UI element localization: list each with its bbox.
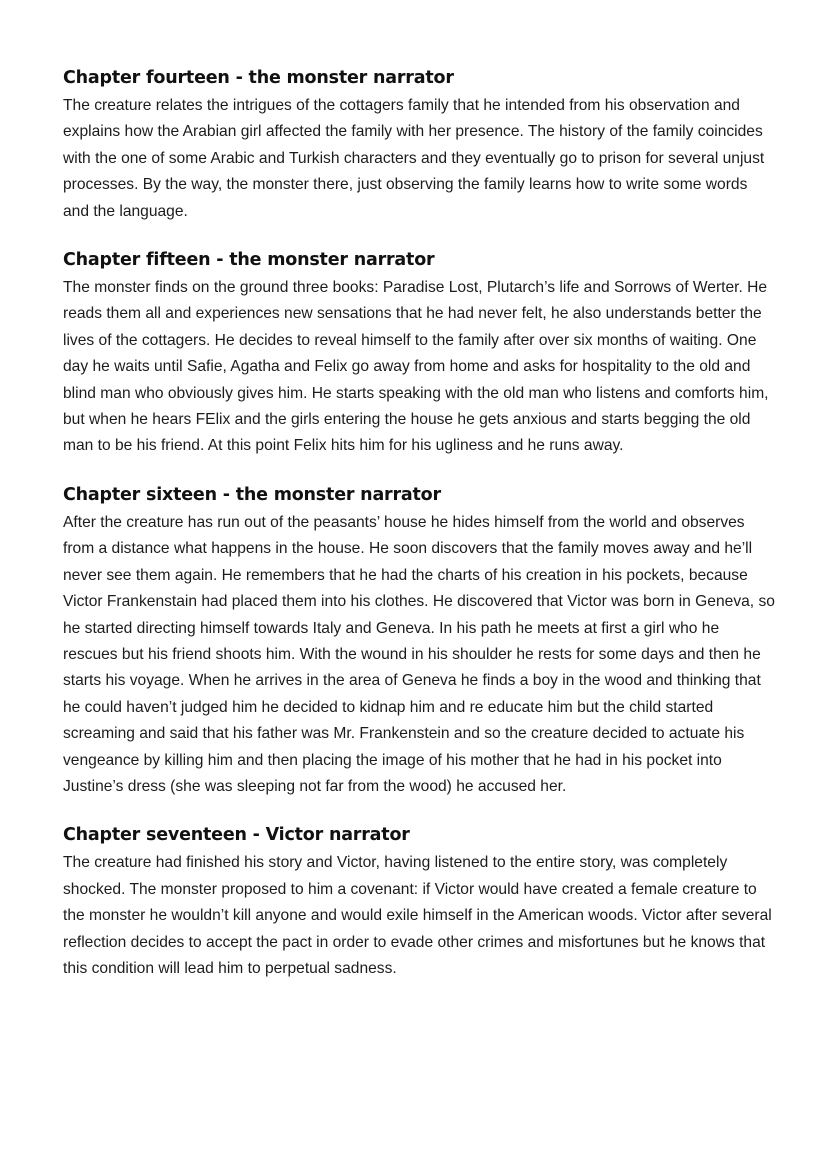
chapter-seventeen-heading: Chapter seventeen - Victor narrator [63, 825, 410, 846]
chapter-fifteen-heading: Chapter fifteen - the monster narrator [63, 250, 435, 271]
chapter-seventeen-text: The creature had finished his story and Victor, having listened to the entire story, was completely shocked. The monster proposed to him a covenant: if Victor would have created a female creature to the monster he wouldn’t kill anyone and would exile himself in the American woods. Victor after several reflection decides to accept the pact in order to evade other crimes and misfortunes but he knows that this condition will lead him to perpetual sadness. [63, 854, 772, 977]
chapter-fourteen-text: The creature relates the intrigues of the cottagers family that he intended from his observation and explains how the Arabian girl affected the family with her presence. The history of the family coincides with the one of some Arabic and Turkish characters and they eventually go to prison for several unjust processes. By the way, the monster there, just observing the family learns how to write some words and the language. [63, 97, 765, 220]
chapter-fifteen-section [63, 248, 775, 460]
document-page [63, 66, 775, 1005]
chapter-sixteen-text: After the creature has run out of the peasants’ house he hides himself from the world and observes from a distance what happens in the house. He soon discovers that the family moves away and he’ll never see them again. He remembers that he had the charts of his creation in his pockets, because Victor Frankenstain had placed them into his clothes. He discovered that Victor was born in Geneva, so he started directing himself towards Italy and Geneva. In his path he meets at first a girl who he rescues but his friend shoots him. With the wound in his shoulder he rests for some days and then he starts his voyage. When he arrives in the area of Geneva he finds a boy in the wood and thinking that he could haven’t judged him he decided to kidnap him and re educate him but the child started screaming and said that his father was Mr. Frankenstein and so the creature decided to actuate his vengeance by killing him and then placing the image of his mother that he had in his pocket into Justine’s dress (she was sleeping not far from the wood) he accused her. [63, 513, 775, 795]
chapter-seventeen-section [63, 823, 775, 982]
chapter-sixteen-heading: Chapter sixteen - the monster narrator [63, 484, 441, 505]
chapter-fifteen-text: The monster finds on the ground three books: Paradise Lost, Plutarch’s life and Sorrows of Werter. He reads them all and experiences new sensations that he had never felt, he also understands better the lives of the cottagers. He decides to reveal himself to the family after over six months of waiting. One day he waits until Safie, Agatha and Felix go away from home and asks for hospitality to the old and blind man who obviously gives him. He starts speaking with the old man who listens and comforts him, but when he hears FElix and the girls entering the house he gets anxious and starts begging the old man to be his friend. At this point Felix hits him for his ugliness and he runs away. [63, 279, 769, 455]
chapter-fourteen-section [63, 66, 775, 225]
chapter-sixteen-section [63, 483, 775, 800]
chapter-fourteen-heading: Chapter fourteen - the monster narrator [63, 68, 454, 88]
